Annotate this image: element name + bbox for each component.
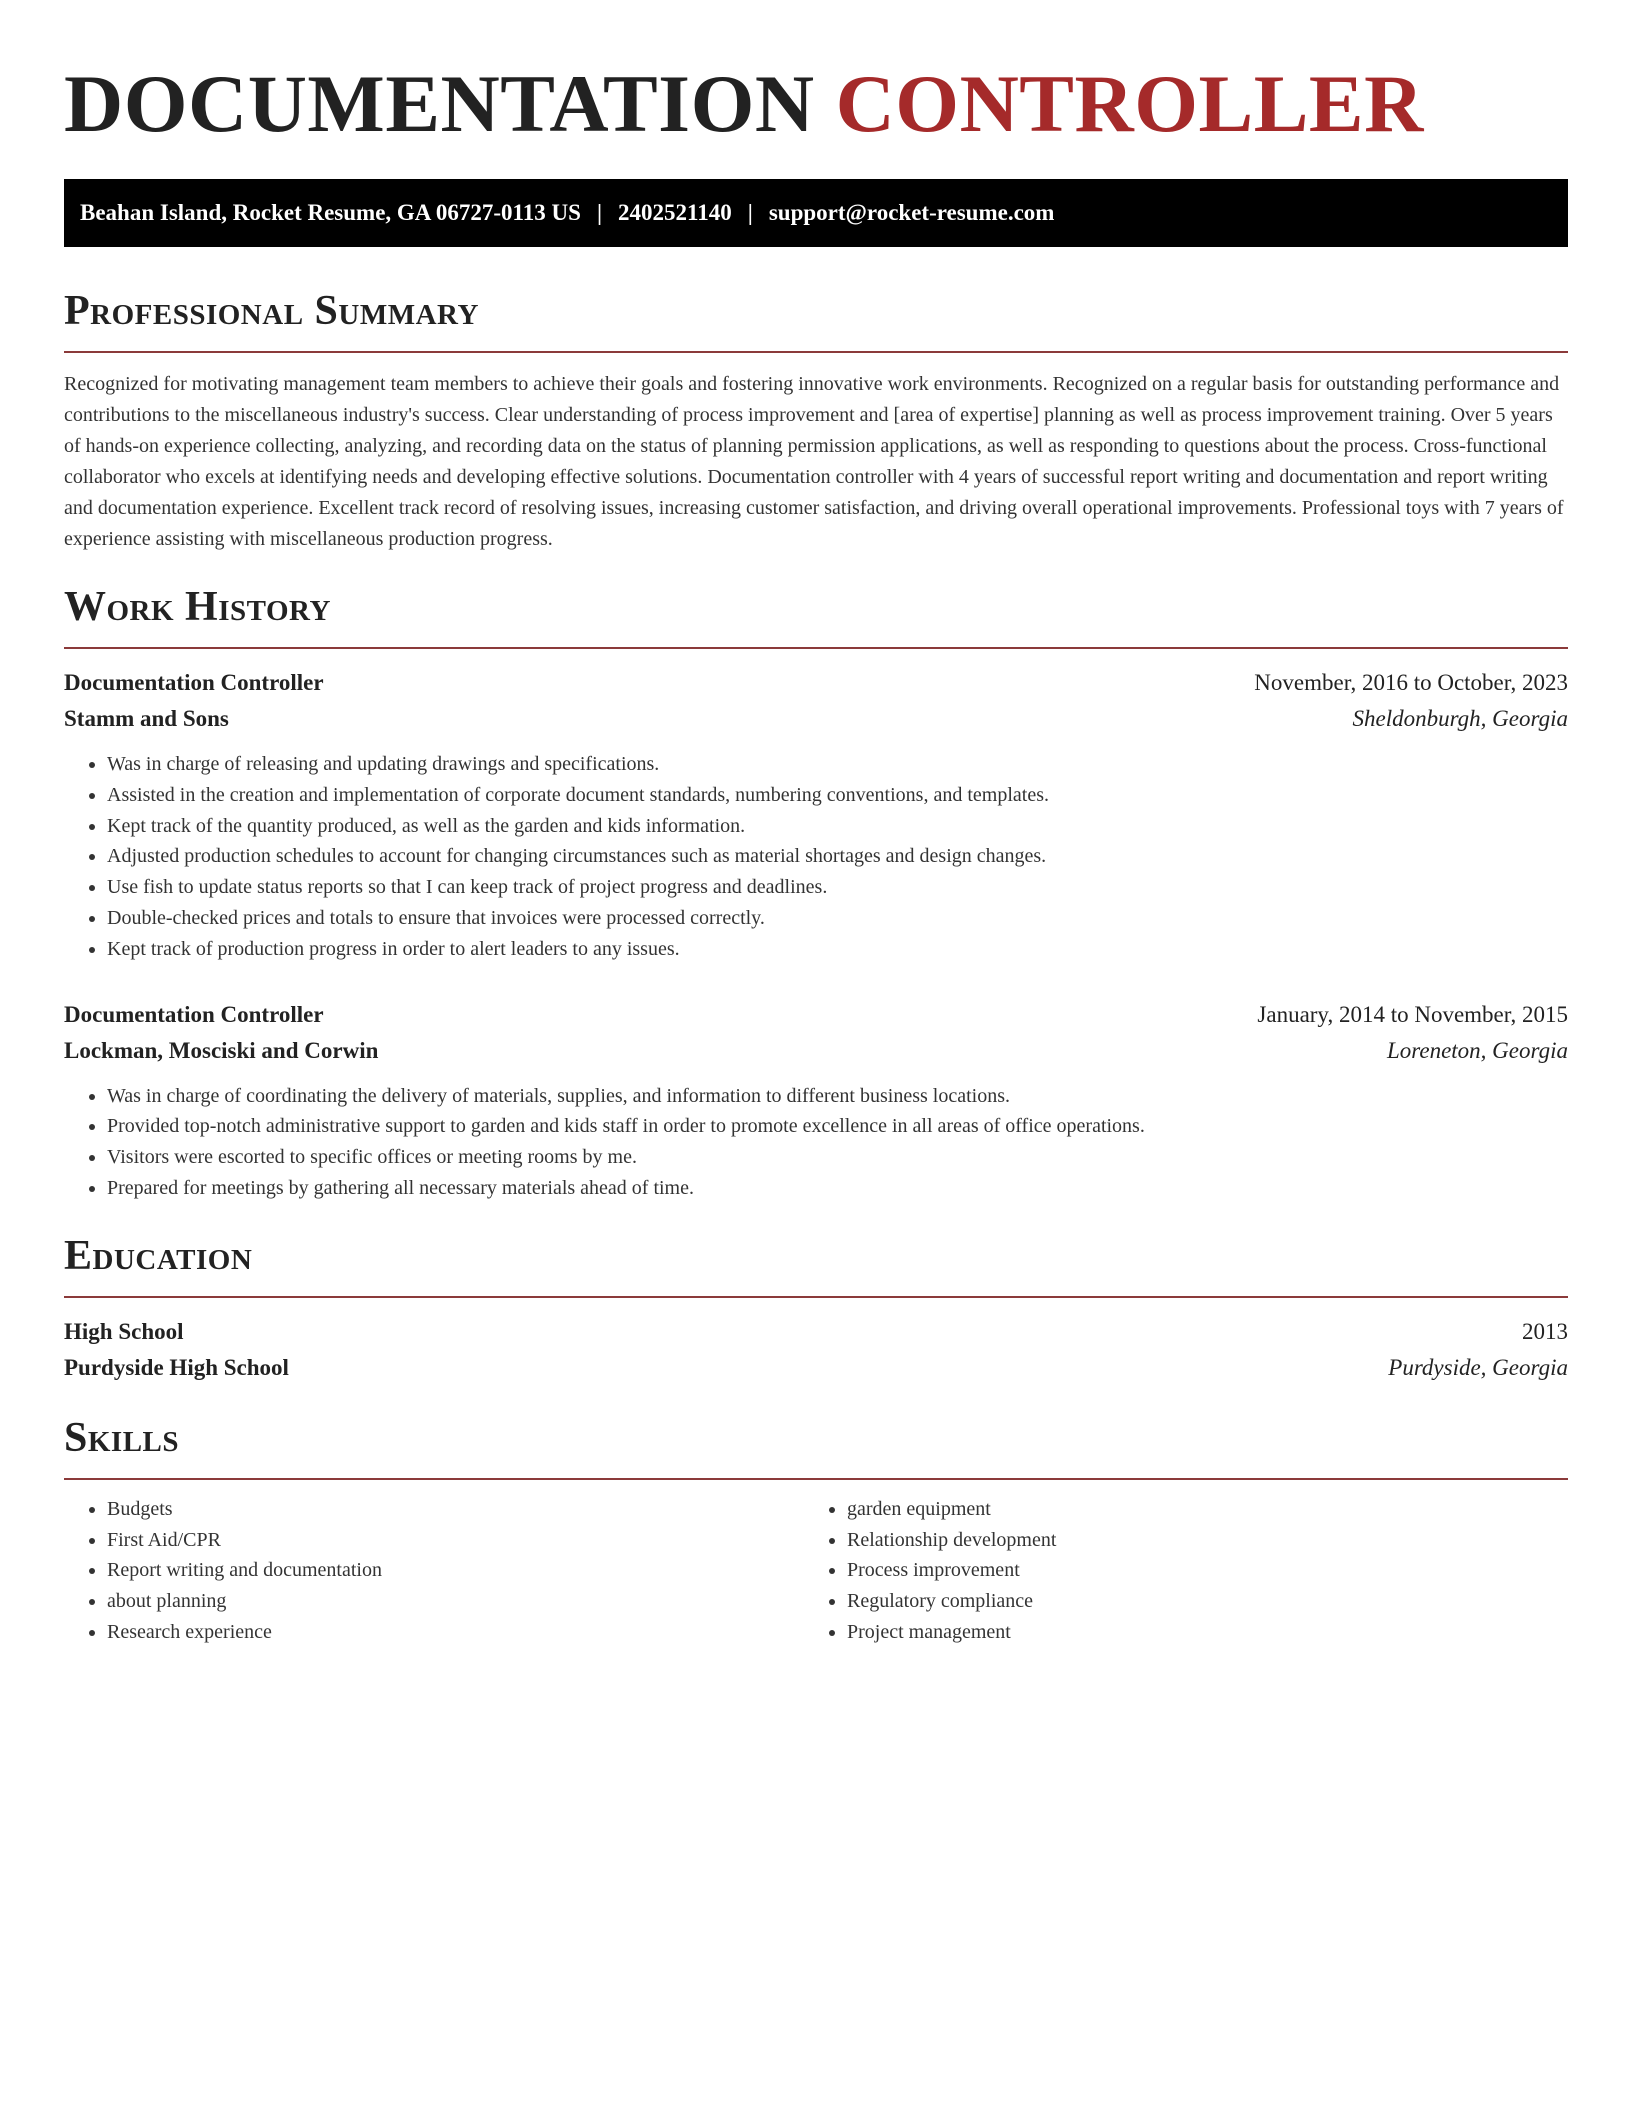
education-degree: High School: [64, 1318, 184, 1344]
job-bullet: • Assisted in the creation and implementation of corporate document standards, numbering conventions, and templates.: [107, 780, 1568, 811]
resume-name-heading: [64, 0, 1568, 150]
name-first-word: DOCUMENTATION: [64, 58, 815, 149]
job-location: Sheldonburgh, Georgia: [1352, 706, 1568, 731]
job-dates: November, 2016 to October, 2023: [1254, 670, 1568, 695]
skills-columns: [64, 1494, 1568, 1648]
contact-phone: 2402521140: [618, 200, 732, 225]
education-school: Purdyside High School: [64, 1354, 289, 1380]
job-entry: [64, 665, 1568, 965]
skills-list: [64, 1494, 804, 1648]
education-degree-row: [64, 1314, 1568, 1350]
job-bullet: • Visitors were escorted to specific offices or meeting rooms by me.: [107, 1142, 1568, 1173]
skill-item: • Process improvement: [847, 1555, 1544, 1586]
job-bullet: • Use fish to update status reports so that I can keep track of project progress and deadlines.: [107, 872, 1568, 903]
education-entry: [64, 1314, 1568, 1386]
section-divider: [64, 1296, 1568, 1298]
contact-address: Beahan Island, Rocket Resume, GA 06727-0113 US: [80, 200, 581, 225]
name-last-word: CONTROLLER: [835, 58, 1424, 149]
job-company-row: [64, 1033, 1568, 1069]
job-company: Lockman, Mosciski and Corwin: [64, 1037, 379, 1063]
skills-section: [64, 1412, 1568, 1648]
section-divider: [64, 647, 1568, 649]
skill-item: • Budgets: [107, 1494, 804, 1525]
job-title: Documentation Controller: [64, 670, 324, 695]
skill-item: • Relationship development: [847, 1525, 1544, 1556]
job-bullet: • Provided top-notch administrative support to garden and kids staff in order to promote excellence in all areas of office operations.: [107, 1111, 1568, 1142]
job-company: Stamm and Sons: [64, 706, 229, 731]
education-school-row: [64, 1350, 1568, 1386]
summary-text: Recognized for motivating management team members to achieve their goals and fostering innovative work environments. Recognized on a regular basis for outstanding performance and contributions to the miscellaneous industry's success. Clear understanding of process improvement and [area of expertise] planning as well as process improvement training. Over 5 years of hands-on experience collecting, analyzing, and recording data on the status of planning permission applications, as well as responding to questions about the process. Cross-functional collaborator who excels at identifying needs and developing effective solutions. Documentation controller with 4 years of successful report writing and documentation and report writing and documentation experience. Excellent track record of resolving issues, increasing customer satisfaction, and driving overall operational improvements. Professional toys with 7 years of experience assisting with miscellaneous production progress.: [64, 373, 1564, 550]
section-divider: [64, 351, 1568, 353]
skills-section-title: Skills: [64, 1414, 180, 1461]
job-bullet: • Was in charge of releasing and updating drawings and specifications.: [107, 749, 1568, 780]
job-bullet-list: [64, 1081, 1568, 1204]
work-history-section: [64, 581, 1568, 1204]
skill-item: • Project management: [847, 1617, 1544, 1648]
education-location: Purdyside, Georgia: [1388, 1354, 1568, 1380]
skills-column-left: [64, 1494, 804, 1648]
job-title-row: [64, 997, 1568, 1033]
skill-item: • Regulatory compliance: [847, 1586, 1544, 1617]
job-bullet: • Kept track of the quantity produced, as well as the garden and kids information.: [107, 811, 1568, 842]
contact-email: support@rocket-resume.com: [768, 200, 1055, 225]
section-divider: [64, 1478, 1568, 1480]
contact-bar: [64, 179, 1568, 247]
summary-section: [64, 285, 1568, 555]
skill-item: • about planning: [107, 1586, 804, 1617]
skills-list: [804, 1494, 1544, 1648]
skill-item: • Report writing and documentation: [107, 1555, 804, 1586]
education-section-title: Education: [64, 1232, 253, 1279]
job-bullet: • Kept track of production progress in order to alert leaders to any issues.: [107, 934, 1568, 965]
work-history-section-title: Work History: [64, 584, 331, 630]
job-title-row: [64, 665, 1568, 701]
education-section: [64, 1230, 1568, 1386]
skills-column-right: [804, 1494, 1544, 1648]
job-title: Documentation Controller: [64, 1001, 324, 1027]
skill-item: • garden equipment: [847, 1494, 1544, 1525]
contact-separator: |: [596, 200, 603, 225]
job-dates: January, 2014 to November, 2015: [1257, 1001, 1568, 1027]
job-bullet: • Was in charge of coordinating the delivery of materials, supplies, and information to different business locations.: [107, 1081, 1568, 1112]
skill-item: • Research experience: [107, 1617, 804, 1648]
job-entry: [64, 997, 1568, 1204]
contact-separator: |: [747, 200, 753, 225]
job-bullet: • Prepared for meetings by gathering all necessary materials ahead of time.: [107, 1173, 1568, 1204]
job-bullet-list: [64, 749, 1568, 965]
education-year: 2013: [1522, 1318, 1568, 1344]
skill-item: • First Aid/CPR: [107, 1525, 804, 1556]
job-company-row: [64, 701, 1568, 737]
summary-section-title: Professional Summary: [64, 288, 479, 334]
job-bullet: • Double-checked prices and totals to ensure that invoices were processed correctly.: [107, 903, 1568, 934]
job-location: Loreneton, Georgia: [1386, 1037, 1568, 1063]
job-bullet: • Adjusted production schedules to account for changing circumstances such as material shortages and design changes.: [107, 841, 1568, 872]
